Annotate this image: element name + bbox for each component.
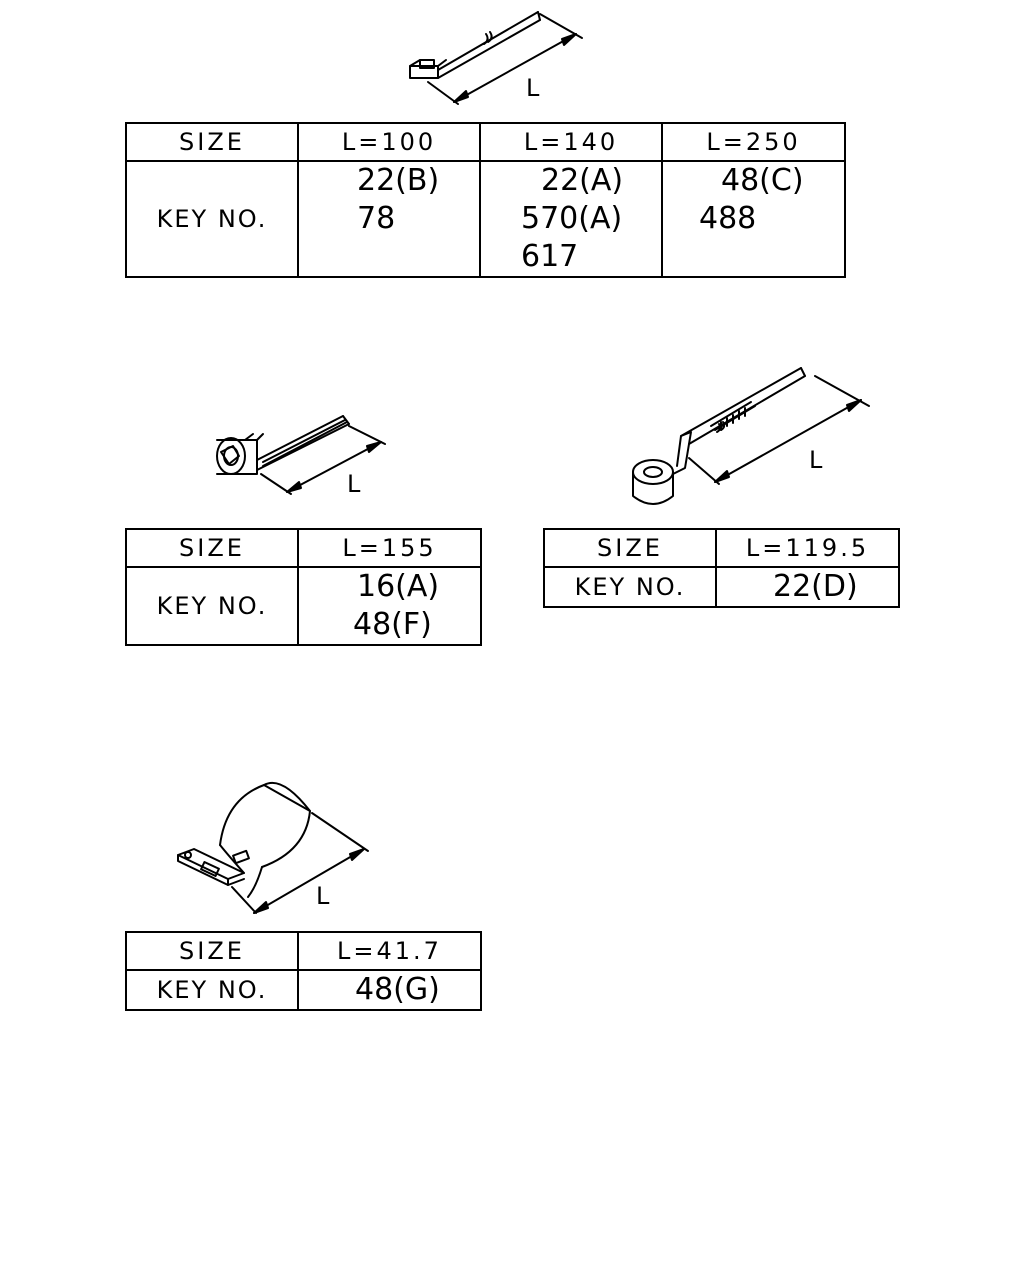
table-key-row bbox=[544, 567, 899, 607]
size-header: SIZE bbox=[126, 529, 298, 567]
clip-saddle bbox=[220, 783, 310, 897]
size-l155: L=155 bbox=[298, 529, 481, 567]
table-key-row bbox=[126, 970, 481, 1010]
key-no-header: KEY NO. bbox=[126, 970, 298, 1010]
size-header: SIZE bbox=[126, 123, 298, 161]
key-value: 16(A) bbox=[357, 569, 440, 604]
key-value: 570(A) bbox=[521, 201, 623, 236]
key-cell-l250 bbox=[662, 161, 845, 277]
ring-mount bbox=[633, 432, 691, 504]
size-header: SIZE bbox=[544, 529, 716, 567]
size-l250: L=250 bbox=[662, 123, 845, 161]
size-table-2 bbox=[125, 528, 482, 646]
cable-tie-push-mount-drawing bbox=[205, 400, 395, 500]
size-l100: L=100 bbox=[298, 123, 480, 161]
cable-tie-straight-drawing bbox=[400, 0, 600, 115]
size-header: SIZE bbox=[126, 932, 298, 970]
key-cell-l41-7 bbox=[298, 970, 481, 1010]
key-no-header: KEY NO. bbox=[126, 161, 298, 277]
size-table-3 bbox=[543, 528, 900, 608]
size-l41-7: L=41.7 bbox=[298, 932, 481, 970]
key-value: 78 bbox=[357, 201, 396, 236]
tie-strap bbox=[681, 368, 805, 444]
size-l119-5: L=119.5 bbox=[716, 529, 899, 567]
key-value: 488 bbox=[699, 201, 757, 236]
key-cell-l140 bbox=[480, 161, 662, 277]
key-cell-l100 bbox=[298, 161, 480, 277]
table-header-row bbox=[126, 123, 845, 161]
table-header-row bbox=[126, 529, 481, 567]
table-header-row bbox=[544, 529, 899, 567]
key-value: 22(A) bbox=[541, 163, 624, 198]
dimension-label-l: L bbox=[809, 446, 823, 474]
size-table-1 bbox=[125, 122, 846, 278]
table-key-row bbox=[126, 567, 481, 645]
table-key-row bbox=[126, 161, 845, 277]
size-table-4 bbox=[125, 931, 482, 1011]
key-value: 617 bbox=[521, 239, 579, 274]
tie-strap bbox=[438, 12, 540, 78]
key-value: 48(F) bbox=[353, 607, 432, 642]
mount-clip bbox=[217, 434, 263, 474]
tie-strap bbox=[257, 416, 349, 470]
dimension-line bbox=[232, 813, 368, 913]
dimension-label-l: L bbox=[526, 74, 540, 102]
key-value: 48(C) bbox=[721, 163, 804, 198]
key-value: 22(D) bbox=[773, 569, 858, 604]
key-no-header: KEY NO. bbox=[126, 567, 298, 645]
size-l140: L=140 bbox=[480, 123, 662, 161]
dimension-line bbox=[428, 14, 582, 104]
saddle-clip-drawing bbox=[172, 775, 382, 920]
dimension-label-l: L bbox=[347, 470, 361, 498]
dimension-label-l: L bbox=[316, 882, 330, 910]
table-header-row bbox=[126, 932, 481, 970]
key-cell-l119-5 bbox=[716, 567, 899, 607]
key-no-header: KEY NO. bbox=[544, 567, 716, 607]
key-value: 48(G) bbox=[355, 972, 440, 1007]
key-value: 22(B) bbox=[357, 163, 440, 198]
key-cell-l155 bbox=[298, 567, 481, 645]
cable-tie-ring-mount-drawing bbox=[625, 360, 875, 515]
